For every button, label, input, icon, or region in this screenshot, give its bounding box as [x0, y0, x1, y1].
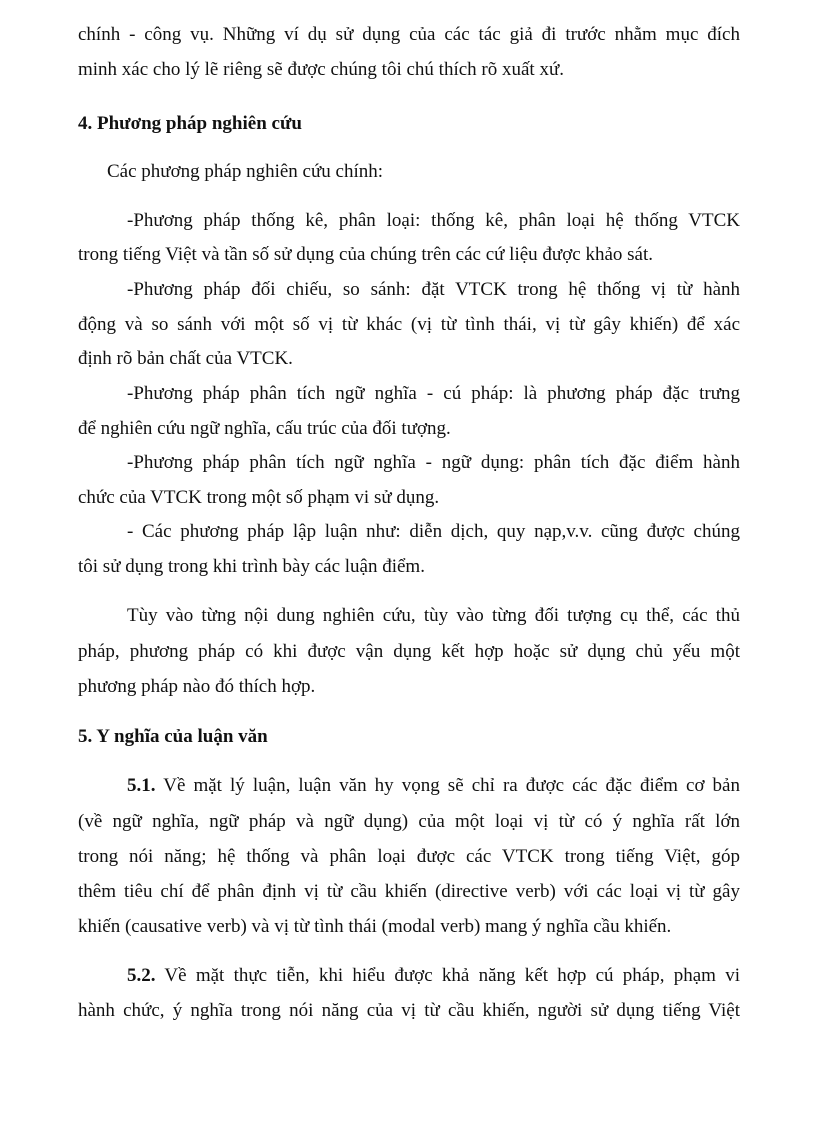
method-line: tôi sử dụng trong khi trình bày các luận điểm.: [78, 556, 425, 577]
method-line: -Phương pháp thống kê, phân loại: thống kê, phân loại hệ thống VTCK: [127, 210, 740, 231]
paragraph-line: trong nói năng; hệ thống và phân loại được các VTCK trong tiếng Việt, góp: [78, 846, 740, 867]
closing-line: Tùy vào từng nội dung nghiên cứu, tùy vào từng đối tượng cụ thể, các thủ: [127, 605, 740, 626]
method-line: -Phương pháp phân tích ngữ nghĩa - ngữ dụng: phân tích đặc điểm hành: [127, 452, 740, 473]
method-line: để nghiên cứu ngữ nghĩa, cấu trúc của đối tượng.: [78, 418, 451, 439]
paragraph-text: Về mặt lý luận, luận văn hy vọng sẽ chỉ ra được các đặc điểm cơ bản: [155, 775, 740, 796]
method-line: trong tiếng Việt và tần số sử dụng của chúng trên các cứ liệu được khảo sát.: [78, 244, 653, 265]
section-heading: 4. Phương pháp nghiên cứu: [78, 113, 302, 134]
paragraph-line: [127, 773, 740, 799]
section-heading: 5. Y nghĩa của luận văn: [78, 726, 268, 747]
paragraph-line: khiến (causative verb) và vị từ tình thái (modal verb) mang ý nghĩa cầu khiến.: [78, 916, 672, 937]
method-line: -Phương pháp phân tích ngữ nghĩa - cú pháp: là phương pháp đặc trưng: [127, 383, 740, 404]
paragraph-label: 5.2.: [127, 965, 156, 986]
paragraph-line: (về ngữ nghĩa, ngữ pháp và ngữ dụng) của một loại vị từ có ý nghĩa rất lớn: [78, 811, 740, 832]
method-line: - Các phương pháp lập luận như: diễn dịch, quy nạp,v.v. cũng được chúng: [127, 521, 740, 542]
paragraph-line: [127, 963, 740, 989]
paragraph-label: 5.1.: [127, 775, 156, 796]
body-text-line: chính - công vụ. Những ví dụ sử dụng của các tác giả đi trước nhằm mục đích: [78, 24, 740, 45]
method-line: định rõ bản chất của VTCK.: [78, 348, 293, 369]
section-lead: Các phương pháp nghiên cứu chính:: [107, 161, 384, 182]
method-line: -Phương pháp đối chiếu, so sánh: đặt VTCK trong hệ thống vị từ hành: [127, 279, 740, 300]
paragraph-text: Về mặt thực tiễn, khi hiểu được khả năng kết hợp cú pháp, phạm vi: [155, 965, 740, 986]
closing-line: phương pháp nào đó thích hợp.: [78, 676, 316, 697]
body-text-line: minh xác cho lý lẽ riêng sẽ được chúng tôi chú thích rõ xuất xứ.: [78, 59, 564, 80]
paragraph-line: thêm tiêu chí để phân định vị từ cầu khiến (directive verb) với các loại vị từ gây: [78, 881, 740, 902]
paragraph-line: hành chức, ý nghĩa trong nói năng của vị từ cầu khiến, người sử dụng tiếng Việt: [78, 1000, 740, 1021]
method-line: chức của VTCK trong một số phạm vi sử dụng.: [78, 487, 440, 508]
method-line: động và so sánh với một số vị từ khác (vị từ tình thái, vị từ gây khiến) để xác: [78, 314, 740, 335]
closing-line: pháp, phương pháp có khi được vận dụng kết hợp hoặc sử dụng chủ yếu một: [78, 641, 740, 662]
